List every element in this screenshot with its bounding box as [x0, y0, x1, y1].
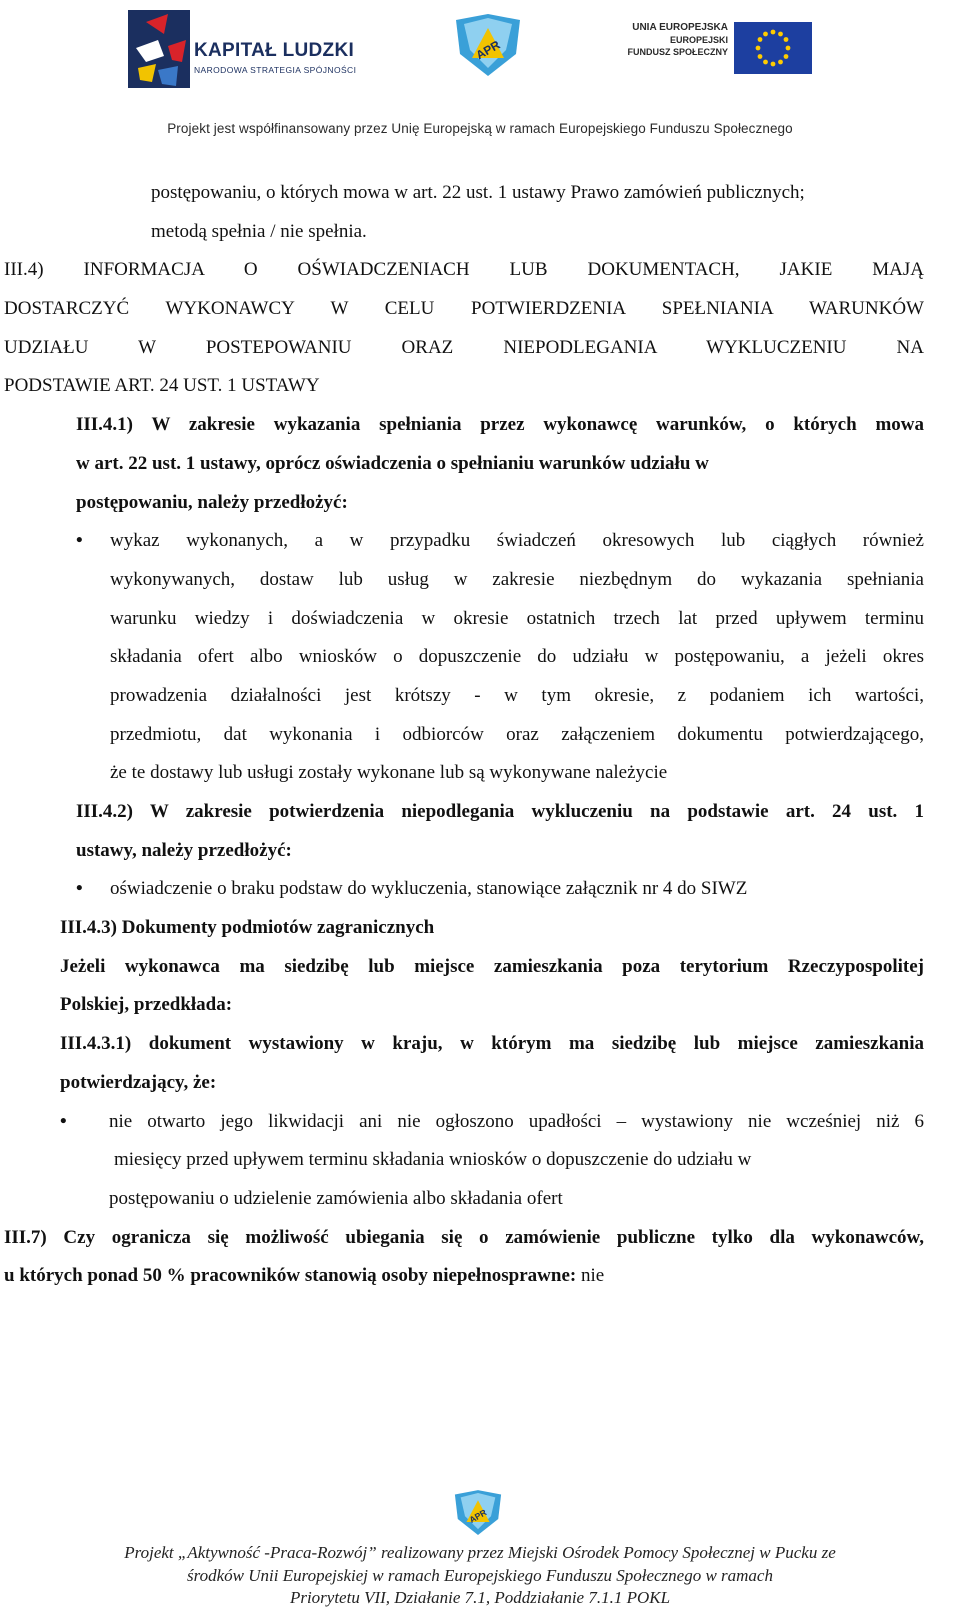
- subsection-heading: Jeżeli wykonawca ma siedzibę lub miejsce zamieszkania poza terytorium Rzeczypospolitej: [60, 955, 924, 977]
- section-heading: PODSTAWIE ART. 24 UST. 1 USTAWY: [4, 375, 320, 397]
- kapital-ludzki-subtitle: NARODOWA STRATEGIA SPÓJNOŚCI: [194, 65, 357, 75]
- ue-line-2: EUROPEJSKI: [669, 35, 728, 45]
- list-item-text: miesięcy przed upływem terminu składania wniosków o dopuszczenie do udziału w: [114, 1149, 752, 1171]
- list-item-text: oświadczenie o braku podstaw do wykluczenia, stanowiące załącznik nr 4 do SIWZ: [110, 878, 748, 900]
- text-line: postępowaniu, o których mowa w art. 22 ust. 1 ustawy Prawo zamówień publicznych;: [151, 182, 805, 203]
- ue-text-block: [618, 22, 728, 58]
- apr-footer-logo-text: APR: [467, 1507, 489, 1525]
- footer-text: [0, 1542, 960, 1610]
- bullet-icon: •: [76, 530, 83, 552]
- unia-europejska-logo: [618, 22, 818, 78]
- footer-line-1: Projekt „Aktywność -Praca-Rozwój” realizowany przez Miejski Ośrodek Pomocy Społecznej w Pucku ze: [124, 1543, 836, 1562]
- question-line: [0, 1257, 960, 1296]
- subsection-heading: ustawy, należy przedłożyć:: [76, 839, 292, 861]
- list-item-text: postępowaniu o udzielenie zamówienia albo składania ofert: [109, 1187, 563, 1209]
- apr-footer-logo-icon: [452, 1488, 504, 1540]
- subsection-heading: III.4.3.1) dokument wystawiony w kraju, w którym ma siedzibę lub miejsce zamieszkania: [60, 1033, 924, 1055]
- section-heading: III.4) INFORMACJA O OŚWIADCZENIACH LUB DOKUMENTACH, JAKIE MAJĄ: [4, 259, 924, 281]
- list-item: [60, 1103, 960, 1142]
- bullet-icon: •: [60, 1110, 67, 1132]
- apr-logo-icon: [452, 14, 524, 80]
- question-answer: nie: [576, 1265, 605, 1287]
- list-item-text: przedmiotu, dat wykonania i odbiorców oraz załączeniem dokumentu potwierdzającego,: [110, 723, 924, 745]
- subsection-heading: III.4.3) Dokumenty podmiotów zagranicznych: [60, 917, 435, 939]
- list-item: [76, 522, 960, 561]
- list-item: [76, 870, 960, 909]
- subsection-heading: Polskiej, przedkłada:: [60, 994, 233, 1016]
- ue-line-1: UNIA EUROPEJSKA: [632, 22, 728, 33]
- footer-line-2: środków Unii Europejskiej w ramach Europejskiego Funduszu Społecznego w ramach: [187, 1565, 773, 1585]
- document-body: [0, 174, 960, 1296]
- section-heading: UDZIAŁU W POSTEPOWANIU ORAZ NIEPODLEGANIA WYKLUCZENIU NA: [4, 336, 924, 358]
- bullet-icon: •: [76, 878, 83, 900]
- subsection-heading: III.4.2) W zakresie potwierdzenia niepodlegania wykluczeniu na podstawie art. 24 ust. 1: [76, 801, 924, 822]
- section-heading: III.7) Czy ogranicza się możliwość ubiegania się o zamówienie publiczne tylko dla wykonawców,: [4, 1226, 924, 1248]
- page-header: [0, 0, 960, 150]
- cofinancing-caption: Projekt jest współfinansowany przez Unię Europejską w ramach Europejskiego Funduszu Społecznego: [167, 121, 793, 136]
- apr-logo-text: APR: [473, 37, 503, 63]
- footer-line-3: Priorytetu VII, Działanie 7.1, Poddziałanie 7.1.1 POKL: [289, 1588, 671, 1607]
- list-item-text: że te dostawy lub usługi zostały wykonane lub są wykonywane należycie: [110, 762, 668, 784]
- list-item-text: nie otwarto jego likwidacji ani nie ogłoszono upadłości – wystawiony nie wcześniej niż 6: [109, 1110, 924, 1132]
- subsection-heading: potwierdzający, że:: [60, 1071, 217, 1093]
- question-text: u których ponad 50 % pracowników stanowią osoby niepełnosprawne:: [4, 1265, 577, 1287]
- list-item-text: wykaz wykonanych, a w przypadku świadczeń okresowych lub ciągłych również: [110, 530, 924, 552]
- subsection-heading: III.4.1) W zakresie wykazania spełniania przez wykonawcę warunków, o których mowa: [76, 414, 924, 436]
- subsection-heading: postępowaniu, należy przedłożyć:: [76, 491, 348, 513]
- eu-flag-icon: [734, 22, 812, 74]
- kapital-ludzki-logo: [128, 10, 388, 88]
- list-item-text: składania ofert albo wniosków o dopuszczenie do udziału w postępowaniu, a jeżeli okres: [110, 646, 924, 668]
- kapital-ludzki-title: KAPITAŁ LUDZKI: [194, 40, 355, 61]
- section-heading: DOSTARCZYĆ WYKONAWCY W CELU POTWIERDZENIA SPEŁNIANIA WARUNKÓW: [4, 298, 924, 320]
- subsection-heading: w art. 22 ust. 1 ustawy, oprócz oświadczenia o spełnianiu warunków udziału w: [76, 452, 709, 474]
- ue-line-3: FUNDUSZ SPOŁECZNY: [627, 47, 728, 57]
- list-item-text: prowadzenia działalności jest krótszy - w tym okresie, z podaniem ich wartości,: [110, 684, 924, 706]
- text-line: metodą spełnia / nie spełnia.: [151, 220, 367, 242]
- list-item-text: wykonywanych, dostaw lub usług w zakresie niezbędnym do wykazania spełniania: [110, 568, 924, 590]
- list-item-text: warunku wiedzy i doświadczenia w okresie ostatnich trzech lat przed upływem terminu: [110, 607, 924, 629]
